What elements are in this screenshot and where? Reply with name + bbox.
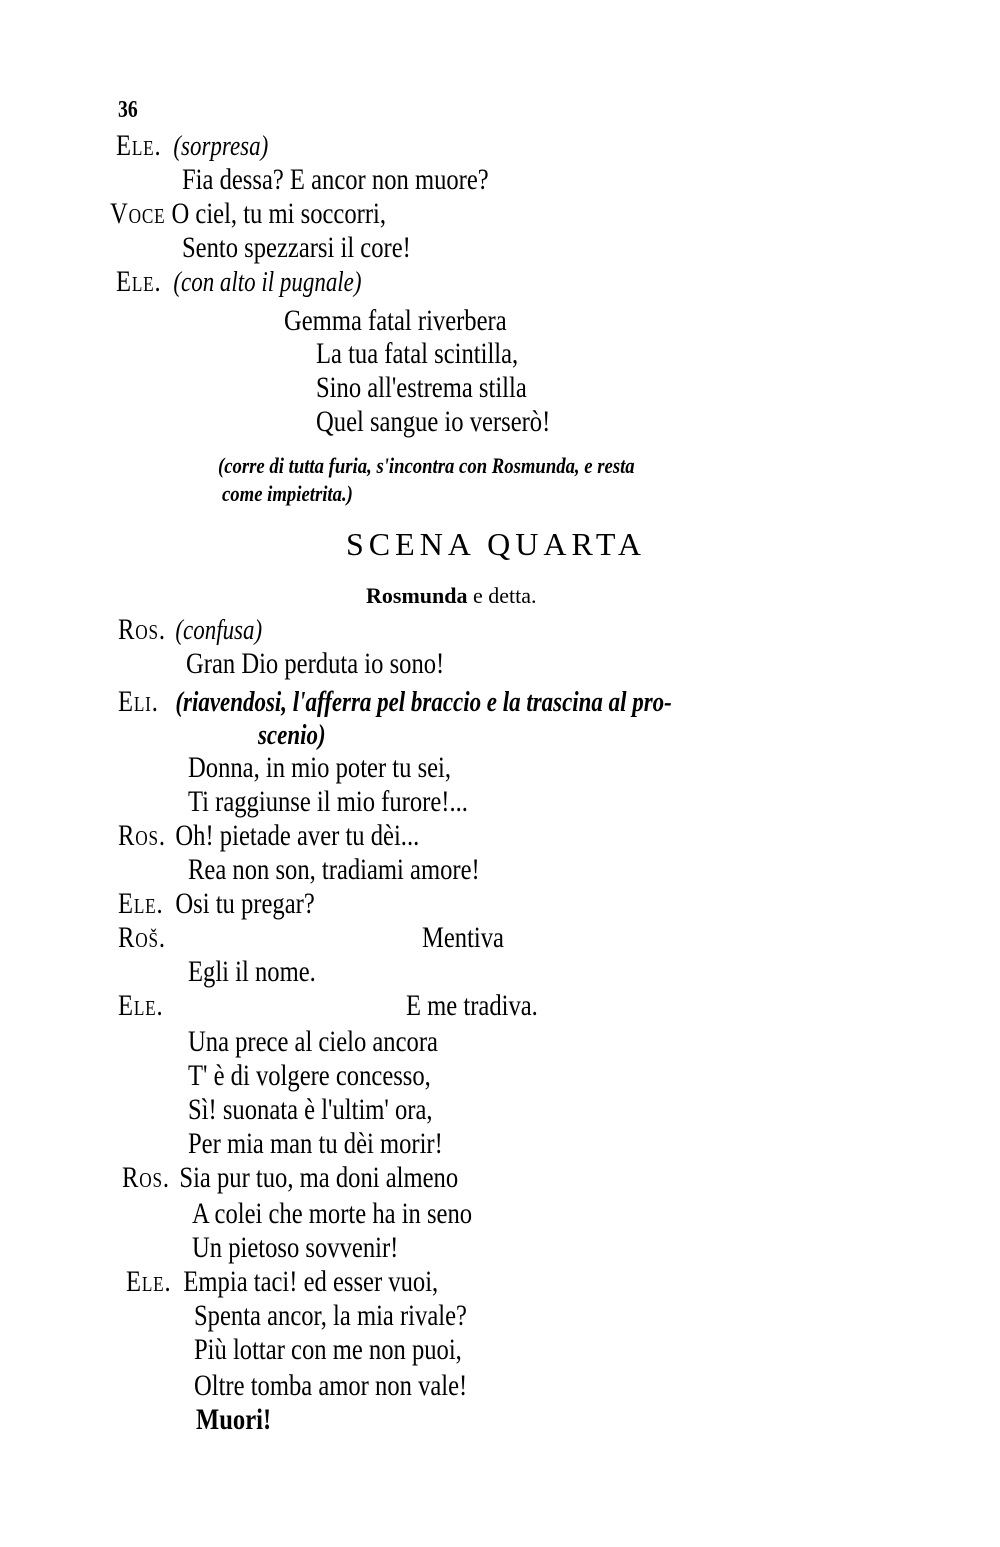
verse-line: Più lottar con me non puoi, [194, 1333, 462, 1366]
script-line [116, 130, 268, 163]
script-line [118, 686, 672, 719]
verse-line: Sento spezzarsi il core! [182, 231, 411, 264]
stage-direction: (riavendosi, l'afferra pel braccio e la trascina al pro- [175, 687, 672, 718]
verse-line: Gemma fatal riverbera [284, 304, 507, 337]
verse-text: Oh! pietade aver tu dèi... [175, 819, 420, 852]
speaker-label: Ele. [118, 989, 164, 1022]
speaker-label: Eli. [118, 685, 159, 718]
verse-line: A colei che morte ha in seno [192, 1197, 473, 1230]
character-note: e detta. [472, 583, 537, 608]
speaker-label: Ele. [118, 887, 164, 920]
stage-direction: come impietrita.) [222, 481, 353, 506]
speaker-label: Ros. [118, 819, 166, 852]
script-line [118, 990, 175, 1022]
verse-line: Donna, in mio poter tu sei, [188, 751, 452, 784]
stage-direction: (con alto il pugnale) [173, 267, 362, 298]
verse-line: Fia dessa? E ancor non muore? [182, 163, 489, 196]
scene-heading: SCENA QUARTA [346, 526, 646, 562]
verse-text: E me tradiva. [406, 989, 538, 1022]
verse-line: Per mia man tu dèi morir! [188, 1127, 443, 1160]
verse-line: Quel sangue io verserò! [316, 405, 551, 438]
speaker-label: Ele. [116, 265, 162, 298]
verse-text: Empia taci! ed esser vuoi, [183, 1265, 439, 1298]
script-line [122, 1162, 458, 1194]
verse-line: Sì! suonata è l'ultim' ora, [188, 1093, 433, 1126]
page-number: 36 [118, 97, 138, 123]
verse-line: Una prece al cielo ancora [188, 1025, 438, 1058]
script-line [118, 888, 315, 920]
speaker-label: Roš. [118, 921, 166, 954]
speaker-label: Ros. [118, 613, 166, 646]
stage-direction: (sorpresa) [173, 131, 269, 162]
script-line [118, 614, 262, 647]
verse-line: La tua fatal scintilla, [316, 337, 519, 370]
script-line [118, 922, 175, 954]
stage-direction: (confusa) [175, 615, 263, 646]
speaker-label: Voce [110, 197, 166, 230]
verse-text: O ciel, tu mi soccorri, [171, 197, 387, 230]
script-line [118, 820, 419, 852]
character-name: Rosmunda [366, 583, 468, 608]
verse-line: Sino all'estrema stilla [316, 371, 527, 404]
script-line [110, 198, 386, 230]
stage-direction: scenio) [258, 720, 326, 751]
verse-line: Rea non son, tradiami amore! [188, 853, 480, 886]
scene-characters [366, 580, 537, 612]
verse-text: Mentiva [422, 921, 504, 954]
verse-text: Sia pur tuo, ma doni almeno [179, 1161, 459, 1194]
speaker-label: Ele. [116, 129, 162, 162]
verse-text: Osi tu pregar? [175, 887, 315, 920]
verse-line: Spenta ancor, la mia rivale? [194, 1299, 467, 1332]
verse-line: T' è di volgere concesso, [188, 1059, 431, 1092]
script-line [126, 1266, 438, 1298]
script-line [116, 266, 362, 299]
verse-line: Oltre tomba amor non vale! [194, 1369, 468, 1402]
verse-line: Un pietoso sovvenir! [192, 1231, 399, 1264]
verse-line: Muori! [196, 1403, 272, 1436]
verse-line: Gran Dio perduta io sono! [186, 647, 445, 680]
speaker-label: Ele. [126, 1265, 172, 1298]
verse-line: Ti raggiunse il mio furore!... [188, 785, 468, 818]
stage-direction: (corre di tutta furia, s'incontra con Rosmunda, e resta [218, 453, 635, 478]
speaker-label: Ros. [122, 1161, 170, 1194]
verse-line: Egli il nome. [188, 955, 316, 988]
